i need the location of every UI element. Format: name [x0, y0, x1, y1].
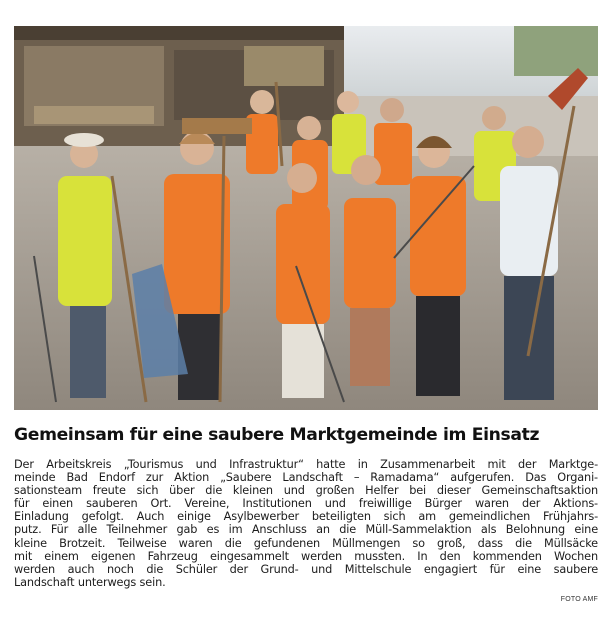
body-line: für einen sauberen Ort. Vereine, Institutionen und freiwillige Bürger waren der Aktions-: [14, 497, 598, 511]
body-line: Einladung gefolgt. Auch einige Asylbewerber beteiligten sich am gemeindlichen Frühjahrs-: [14, 510, 598, 524]
body-line: mit einem eigenen Fahrzeug eingesammelt werden mussten. In den kommenden Wochen: [14, 549, 598, 563]
article-body: [14, 458, 598, 589]
body-line: Landschaft unterwegs sein.: [14, 575, 166, 589]
body-line: Der Arbeitskreis „Tourismus und Infrastruktur“ hatte in Zusammenarbeit mit der Marktge-: [14, 458, 598, 471]
photo-credit: FOTO AMF: [560, 596, 598, 603]
headline: Gemeinsam für eine saubere Marktgemeinde im Einsatz: [14, 425, 540, 445]
body-line: werden auch noch die Schüler der Grund- und Mittelschule engagiert für eine saubere: [14, 562, 598, 576]
body-line: kleine Brotzeit. Teilweise waren die gefundenen Müllmengen so groß, dass die Müllsäcke: [14, 536, 598, 550]
body-line: meinde Bad Endorf zur Aktion „Saubere Landschaft – Ramadama“ aufgerufen. Das Organi-: [14, 471, 598, 485]
group-photo: [14, 26, 598, 410]
group-photo-illustration: [14, 26, 598, 410]
body-line: putz. Für alle Teilnehmer gab es im Anschluss an die Müll-Sammelaktion als Belohnung eine: [14, 523, 598, 537]
body-line: sationsteam freute sich über die kleinen und großen Helfer bei dieser Gemeinschaftsaktion: [14, 484, 598, 498]
